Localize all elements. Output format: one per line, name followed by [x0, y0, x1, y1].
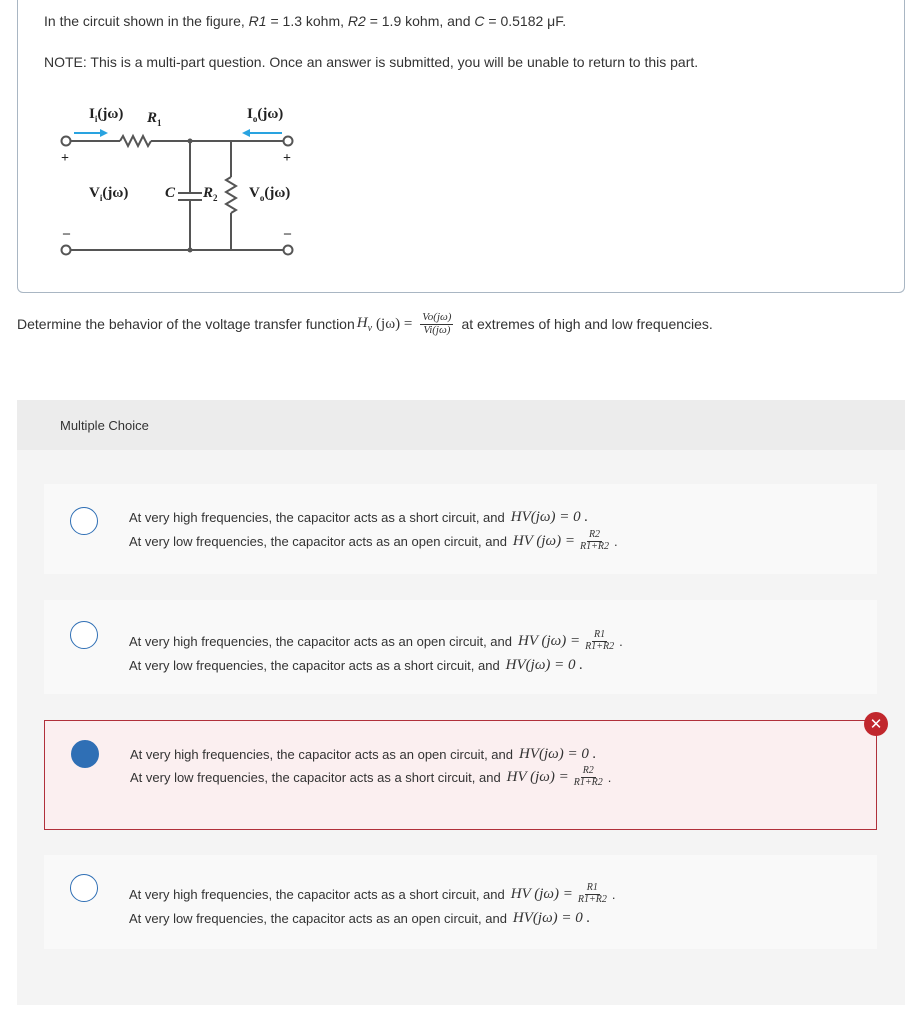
option-2-line-1: At very high frequencies, the capacitor acts as an open circuit, and HV (jω) = $\frac{R1}{R1+R2}$ . — [129, 629, 623, 652]
output-terminal-bottom — [284, 246, 293, 255]
option-4-line-1: At very high frequencies, the capacitor acts as a short circuit, and HV (jω) = $\frac{R1}{R1+R2}$ . — [129, 882, 616, 905]
prompt-text: Determine the behavior of the voltage transfer function — [17, 316, 355, 333]
question-intro — [44, 13, 566, 29]
transfer-function-fraction: $\frac{Vo(j\omega)}{Vi(j\omega)}$ — [422, 311, 452, 336]
r1-circuit-label: $R_1$ — [147, 110, 162, 128]
output-minus-sign: – — [284, 226, 291, 241]
r2-label: R2 — [347, 13, 366, 29]
input-minus-sign: – — [63, 226, 70, 241]
capacitor-label: C — [165, 185, 176, 201]
option-1[interactable] — [44, 484, 877, 574]
option-3-radio-selected[interactable] — [71, 740, 99, 768]
r2-circuit-label: $R_2$ — [203, 185, 218, 203]
multiple-choice-title: Multiple Choice — [60, 418, 149, 433]
intro-text: In the circuit shown in the figure, — [44, 13, 249, 29]
r2-resistor-symbol — [226, 177, 236, 213]
option-4-radio[interactable] — [70, 874, 98, 902]
option-2[interactable] — [44, 600, 877, 694]
multiple-choice-panel — [17, 400, 905, 1005]
output-terminal-top — [284, 137, 293, 146]
option-3-line-1: At very high frequencies, the capacitor acts as an open circuit, and HV(jω) = 0 . — [130, 746, 597, 762]
r1-value: = 1.3 kohm, — [266, 13, 348, 29]
option-4-line-2: At very low frequencies, the capacitor acts as an open circuit, and HV(jω) = 0 . — [129, 910, 591, 926]
option-2-line-2: At very low frequencies, the capacitor acts as a short circuit, and HV(jω) = 0 . — [129, 657, 584, 673]
multiple-choice-header — [17, 400, 905, 450]
option-1-line-2: At very low frequencies, the capacitor acts as an open circuit, and HV (jω) = $\frac{R2}{R1+R2}$ . — [129, 529, 618, 552]
option-2-radio[interactable] — [70, 621, 98, 649]
option-3-line-2: At very low frequencies, the capacitor acts as a short circuit, and HV (jω) = $\frac{R2}{R1+R2}$ . — [130, 765, 612, 788]
input-voltage-label: $V_i(j\omega)$ — [89, 185, 129, 203]
input-terminal-bottom — [62, 246, 71, 255]
option-1-radio[interactable] — [70, 507, 98, 535]
prompt-line — [17, 312, 713, 336]
transfer-function-arg: (jω) = — [376, 315, 413, 332]
prompt-tail: at extremes of high and low frequencies. — [461, 316, 713, 333]
output-plus-sign: + — [283, 151, 291, 166]
option-3[interactable] — [44, 720, 877, 830]
input-current-label: $I_i(j\omega)$ — [89, 106, 124, 124]
option-1-line-1: At very high frequencies, the capacitor acts as a short circuit, and HV(jω) = 0 . — [129, 509, 589, 525]
incorrect-x-icon: ✕ — [864, 712, 888, 736]
r1-label: R1 — [248, 13, 267, 29]
c-label: C — [474, 13, 485, 29]
output-current-label: $I_o(j\omega)$ — [247, 106, 284, 124]
r1-resistor-symbol — [120, 136, 151, 146]
r2-value: = 1.9 kohm, and — [365, 13, 475, 29]
c-value: = 0.5182 μF. — [484, 13, 567, 29]
question-note: NOTE: This is a multi-part question. Once an answer is submitted, you will be unable to return to this part. — [44, 54, 699, 70]
input-terminal-top — [62, 137, 71, 146]
output-voltage-label: $V_o(j\omega)$ — [249, 185, 291, 203]
transfer-function-symbol: $H_v$ — [356, 314, 373, 334]
input-plus-sign: + — [61, 151, 69, 166]
option-4[interactable] — [44, 855, 877, 949]
